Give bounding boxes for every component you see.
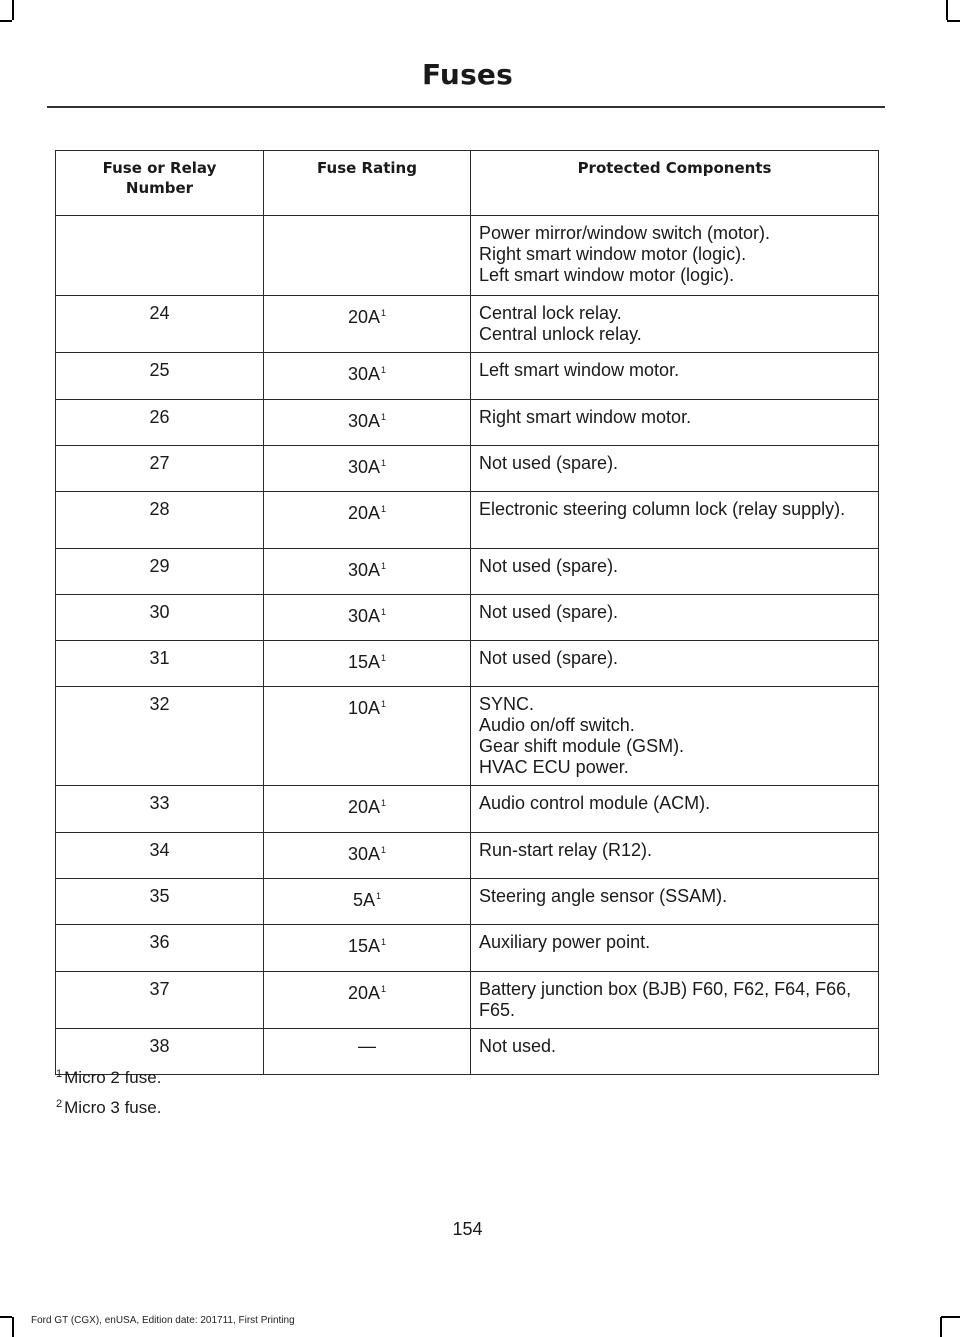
crop-mark (0, 1316, 12, 1318)
protected-components (471, 296, 879, 353)
page-number: 154 (452, 1219, 483, 1239)
component-item: Steering angle sensor (SSAM). (479, 886, 728, 906)
protected-components (471, 353, 879, 400)
footnote-ref: 1 (381, 308, 387, 318)
footnote-text: Micro 3 fuse. (64, 1098, 162, 1117)
fuse-rating-cell (264, 446, 471, 492)
protected-components (471, 833, 879, 879)
fuse-number: 28 (56, 492, 264, 549)
table-row (56, 687, 879, 786)
fuse-number: 25 (56, 353, 264, 400)
footnote-ref: 1 (381, 412, 387, 422)
fuse-rating: 30A (347, 606, 380, 626)
table-row (56, 641, 879, 687)
fuse-rating-cell (264, 641, 471, 687)
footnote-ref: 1 (381, 561, 387, 571)
table-row (56, 595, 879, 641)
fuse-rating-cell (264, 833, 471, 879)
component-item: Battery junction box (BJB) F60, F62, F64, F66, F65. (479, 979, 852, 1020)
component-item: Audio control module (ACM). (479, 793, 711, 813)
footnote-ref: 1 (381, 845, 387, 855)
footnote (55, 1091, 161, 1121)
footnote-mark: 2 (56, 1098, 63, 1110)
fuse-number: 34 (56, 833, 264, 879)
protected-components (471, 925, 879, 972)
fuse-rating: 30A (347, 457, 380, 477)
component-item: Not used (spare). (479, 602, 619, 622)
fuse-rating-cell (264, 492, 471, 549)
fuse-number: 26 (56, 400, 264, 446)
footnote-text: Micro 2 fuse. (64, 1068, 162, 1087)
fuse-rating: 30A (347, 364, 380, 384)
footnote-ref: 1 (381, 504, 387, 514)
fuse-rating: 20A (347, 307, 380, 327)
protected-components (471, 492, 879, 549)
component-item: Right smart window motor. (479, 407, 692, 427)
table-row (56, 1029, 879, 1075)
protected-components (471, 400, 879, 446)
header-protected-components: Protected Components (471, 151, 879, 216)
crop-mark (12, 1317, 14, 1337)
component-item: Electronic steering column lock (relay supply). (479, 499, 846, 519)
fuse-number: 29 (56, 549, 264, 595)
protected-components (471, 641, 879, 687)
footnote-ref: 1 (381, 699, 387, 709)
fuse-number: 35 (56, 879, 264, 925)
crop-mark (12, 0, 14, 20)
table-row (56, 925, 879, 972)
table-row (56, 833, 879, 879)
component-item: Audio on/off switch. (479, 715, 635, 735)
fuse-rating: 15A (347, 652, 380, 672)
fuse-rating: 15A (347, 936, 380, 956)
title-divider (47, 106, 885, 108)
protected-components (471, 549, 879, 595)
crop-mark (0, 20, 12, 22)
fuse-number: 24 (56, 296, 264, 353)
footnote-mark: 1 (56, 1068, 63, 1080)
table-row (56, 879, 879, 925)
header-fuse-rating: Fuse Rating (264, 151, 471, 216)
table-row (56, 353, 879, 400)
protected-components (471, 1029, 879, 1075)
fuse-table (55, 150, 879, 1075)
fuse-number: 31 (56, 641, 264, 687)
fuse-number: 38 (56, 1029, 264, 1075)
footnote-ref: 1 (381, 937, 387, 947)
component-item: Not used (spare). (479, 556, 619, 576)
edition-info: Ford GT (CGX), enUSA, Edition date: 201711, First Printing (31, 1315, 295, 1326)
component-item: Not used (spare). (479, 648, 619, 668)
fuse-rating-cell (264, 925, 471, 972)
fuse-rating: 20A (347, 983, 380, 1003)
page-title: Fuses (422, 58, 513, 91)
fuse-rating: 30A (347, 844, 380, 864)
crop-mark (947, 20, 960, 22)
fuse-number: 32 (56, 687, 264, 786)
fuse-rating: 10A (347, 698, 380, 718)
fuse-rating-cell (264, 296, 471, 353)
footnote-ref: 1 (381, 653, 387, 663)
component-item: Left smart window motor (logic). (479, 265, 735, 285)
component-item: Not used. (479, 1036, 557, 1056)
component-item: Auxiliary power point. (479, 932, 651, 952)
fuse-rating-cell (264, 353, 471, 400)
footnote-ref: 1 (381, 798, 387, 808)
crop-mark (940, 1317, 942, 1337)
footnote (55, 1061, 161, 1091)
component-item: Run-start relay (R12). (479, 840, 653, 860)
protected-components (471, 786, 879, 833)
component-item: HVAC ECU power. (479, 757, 629, 777)
component-item: Power mirror/window switch (motor). (479, 223, 771, 243)
protected-components (471, 687, 879, 786)
fuse-number: 36 (56, 925, 264, 972)
component-item: Left smart window motor. (479, 360, 680, 380)
component-item: Right smart window motor (logic). (479, 244, 747, 264)
header-row (56, 151, 879, 216)
protected-components (471, 972, 879, 1029)
fuse-number: 27 (56, 446, 264, 492)
fuse-rating-cell (264, 879, 471, 925)
protected-components (471, 595, 879, 641)
table-row (56, 972, 879, 1029)
header-fuse-number: Fuse or Relay Number (56, 151, 264, 216)
table-row (56, 446, 879, 492)
protected-components (471, 879, 879, 925)
footnote-ref: 1 (381, 458, 387, 468)
fuse-table-header (56, 151, 879, 216)
fuse-number: 30 (56, 595, 264, 641)
fuse-rating: 30A (347, 560, 380, 580)
footnotes (55, 1061, 161, 1121)
table-row (56, 216, 879, 296)
table-row (56, 492, 879, 549)
fuse-rating: 20A (347, 797, 380, 817)
protected-components (471, 446, 879, 492)
footnote-ref: 1 (381, 607, 387, 617)
fuse-rating: — (358, 1036, 376, 1056)
fuse-rating: 20A (347, 503, 380, 523)
footnote-ref: 1 (381, 984, 387, 994)
fuse-rating: 30A (347, 411, 380, 431)
fuse-rating-cell (264, 1029, 471, 1075)
fuse-number: 37 (56, 972, 264, 1029)
table-row (56, 296, 879, 353)
fuse-rating-cell (264, 595, 471, 641)
fuse-rating-cell (264, 786, 471, 833)
crop-mark (946, 0, 948, 20)
table-row (56, 549, 879, 595)
table-row (56, 786, 879, 833)
fuse-table-body (56, 216, 879, 1075)
fuse-rating: 5A (352, 890, 375, 910)
fuse-number (56, 216, 264, 296)
fuse-rating-cell (264, 549, 471, 595)
component-item: Central unlock relay. (479, 324, 642, 344)
protected-components (471, 216, 879, 296)
fuse-number: 33 (56, 786, 264, 833)
footnote-ref: 1 (376, 891, 382, 901)
component-item: SYNC. (479, 694, 535, 714)
footnote-ref: 1 (381, 365, 387, 375)
component-item: Not used (spare). (479, 453, 619, 473)
component-item: Gear shift module (GSM). (479, 736, 685, 756)
fuse-rating-cell (264, 400, 471, 446)
fuse-rating-cell (264, 972, 471, 1029)
fuse-rating-cell (264, 216, 471, 296)
fuse-rating-cell (264, 687, 471, 786)
table-row (56, 400, 879, 446)
crop-mark (941, 1316, 960, 1318)
component-item: Central lock relay. (479, 303, 622, 323)
